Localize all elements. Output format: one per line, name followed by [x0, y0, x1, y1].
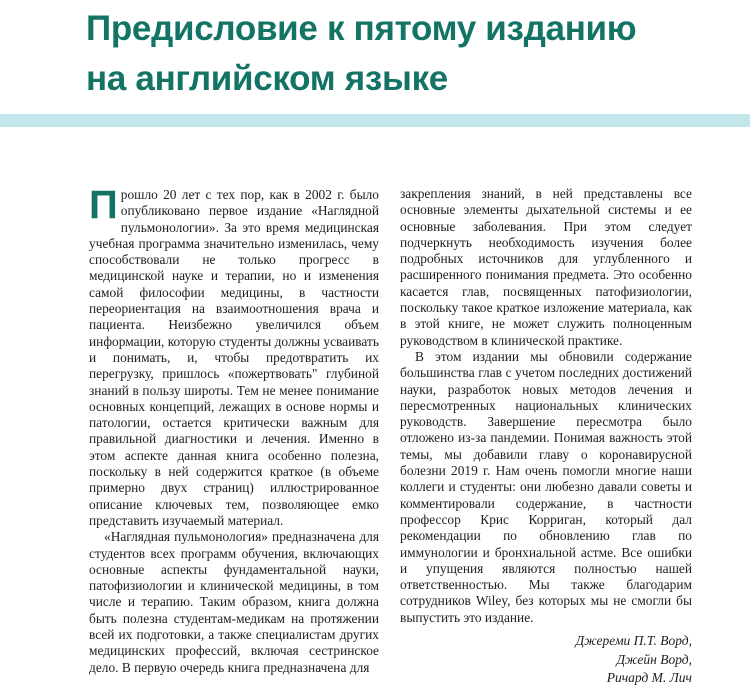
paragraph: закрепления знаний, в ней представлены все основные элементы дыхательной системы и ее основные заболевания. При этом следует подчеркнуть необходимость изучения более подробных источников для углубленного и расширенного понимания предмета. Это особенно касается глав, посвященных патофизиологии, поскольку такое краткое изложение материала, как в этой книге, не может служить полноценным руководством в клинической практике. [400, 186, 692, 348]
signature-block [400, 632, 692, 688]
page-title [86, 4, 736, 104]
title-line-1: Предисловие к пятому изданию [86, 9, 637, 48]
author-signature: Джейн Ворд, [616, 651, 692, 667]
paragraph: «Наглядная пульмонология» предназначена для студентов всех программ обучения, включающих основные аспекты фундаментальной науки, патофизиологии и клинической медицины, в том числе и терапию. Таким образом, книга должна быть полезна студентам-медикам на протяжении всей их подготовки, а также специалистам других медицинских профессий, включая сестринское дело. В первую очередь книга предназначена для [89, 529, 379, 675]
left-column [89, 183, 379, 676]
paragraph: В этом издании мы обновили содержание большинства глав с учетом последних достижений науки, разработок новых методов лечения и пересмотренных национальных клинических руководств. Завершение пересмотра было отложено из-за пандемии. Понимая важность этой темы, мы добавили главу о коронавирусной болезни 2019 г. Нам очень помогли многие наши коллеги и студенты: они любезно давали советы и комментировали содержание, в частности профессор Крис Корриган, который дал рекомендации по обновлению глав по иммунологии и бронхиальной астме. Все ошибки и упущения являются полностью нашей ответственностью. Мы также благодарим сотрудников Wiley, без которых мы не смогли бы выпустить это издание. [400, 348, 692, 625]
drop-cap: П [89, 183, 118, 227]
paragraph [89, 183, 379, 529]
paragraph-text: рошло 20 лет с тех пор, как в 2002 г. было опубликовано первое издание «Наглядной пульмонологии». За это время медицинская учебная программа значительно изменилась, чему способствовали не только прогресс в медицинской науке и терапии, но и изменения самой философии медицины, в частности переориентация на взаимоотношения врача и пациента. Неизбежно увеличился объем информации, которую студенты должны усваивать и понимать, и, чтобы предотвратить их перегрузку, пришлось «пожертвовать" глубиной знаний в пользу широты. Тем не менее понимание основных концепций, лежащих в основе нормы и патологии, остается критически важным для правильной диагностики и лечения. Именно в этом аспекте данная книга особенно полезна, поскольку в ней содержится краткое (в объеме примерно двух страниц) иллюстрированное описание ключевых тем, позволяющее емко представить изучаемый материал. [89, 187, 379, 528]
header-divider-band [0, 114, 750, 127]
author-signature: Джереми П.Т. Ворд, [575, 633, 692, 649]
title-line-2: на английском языке [86, 59, 448, 98]
author-signature: Ричард М. Лич [606, 670, 692, 686]
right-column [400, 186, 692, 688]
